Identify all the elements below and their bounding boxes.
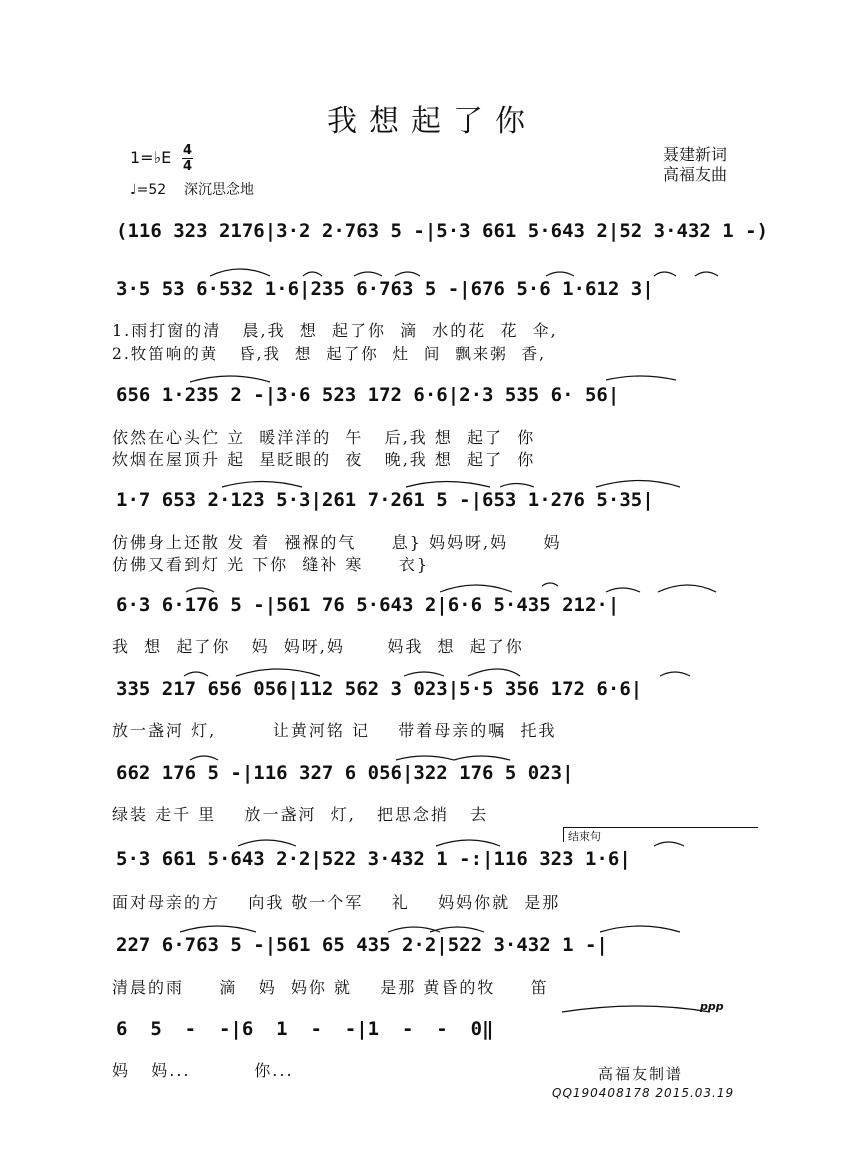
slur bbox=[546, 272, 574, 276]
slur bbox=[190, 376, 270, 382]
slur bbox=[190, 756, 218, 760]
slur bbox=[396, 756, 454, 760]
lyric-line: 炊烟在屋顶升 起 星眨眼的 夜 晚,我 想 起了 你 bbox=[112, 450, 536, 469]
slur bbox=[395, 272, 420, 276]
slur bbox=[542, 583, 558, 586]
slur bbox=[606, 588, 640, 592]
slur bbox=[210, 269, 270, 276]
slur bbox=[562, 1006, 710, 1012]
notation-row-6: 335 217 656 056|112 562 3 023|5·5 356 172 6·6| bbox=[116, 678, 643, 700]
notation-row-7: 662 176 5 -|116 327 6 056|322 176 5 023| bbox=[116, 762, 574, 784]
lyric-line: 我 想 起了你 妈 妈呀,妈 妈我 想 起了你 bbox=[112, 637, 524, 656]
time-signature-top: 4 bbox=[182, 143, 193, 158]
lyric-line: 清晨的雨 滴 妈 妈你 就 是那 黄昏的牧 笛 bbox=[112, 978, 549, 997]
slur bbox=[654, 842, 684, 846]
slur bbox=[236, 669, 320, 676]
slur bbox=[404, 672, 444, 676]
slur bbox=[406, 482, 490, 488]
slur bbox=[238, 840, 296, 846]
lyricist: 聂建新词 bbox=[663, 145, 728, 164]
slur bbox=[654, 272, 676, 276]
lyric-line: 2.牧笛响的黄 昏,我 想 起了你 灶 间 飘来粥 香, bbox=[112, 345, 547, 363]
notation-row-9: 227 6·763 5 -|561 65 435 2·2|522 3·432 1 -| bbox=[116, 934, 608, 956]
notation-row-1: (116 323 2176|3·2 2·763 5 -|5·3 661 5·643 2|52 3·432 1 -) bbox=[116, 220, 769, 242]
page-title: 我想起了你 bbox=[327, 104, 537, 139]
lyric-line: 仿佛身上还散 发 着 襁褓的气 息} 妈妈呀,妈 妈 bbox=[112, 533, 562, 552]
slur bbox=[500, 484, 534, 488]
lyric-line: 放一盏河 灯, 让黄河铭 记 带着母亲的嘱 托我 bbox=[112, 721, 557, 740]
arranger-credit: 高福友制谱 bbox=[598, 1065, 684, 1083]
notation-row-2: 3·5 53 6·532 1·6|235 6·763 5 -|676 5·6 1·612 3| bbox=[116, 278, 654, 300]
slur bbox=[184, 672, 208, 676]
lyric-line: 绿装 走千 里 放一盏河 灯, 把思念捎 去 bbox=[112, 805, 489, 824]
lyric-line: 妈 妈... 你... bbox=[112, 1061, 294, 1080]
slur bbox=[468, 669, 520, 676]
slur bbox=[596, 481, 680, 488]
slur bbox=[180, 926, 256, 932]
lyric-line: 仿佛又看到灯 光 下你 缝补 寒 衣} bbox=[112, 555, 430, 574]
lyric-line: 1.雨打窗的清 晨,我 想 起了你 滴 水的花 花 伞, bbox=[112, 321, 558, 340]
composer: 高福友曲 bbox=[663, 165, 728, 184]
slur bbox=[354, 272, 382, 276]
slur bbox=[660, 672, 690, 676]
lyric-line: 面对母亲的方 向我 敬一个军 礼 妈妈你就 是那 bbox=[112, 893, 561, 912]
notation-row-3: 656 1·235 2 -|3·6 523 172 6·6|2·3 535 6· 56| bbox=[116, 384, 620, 406]
expression-marking: 深沉思念地 bbox=[183, 182, 254, 198]
slur bbox=[436, 840, 500, 846]
slur bbox=[222, 482, 302, 488]
ending-label: 结束句 bbox=[568, 830, 601, 843]
lyric-line: 依然在心头伫 立 暖洋洋的 午 后,我 想 起了 你 bbox=[112, 428, 536, 447]
notation-row-10: 6 5 - -|6 1 - -|1 - - 0‖ bbox=[116, 1018, 494, 1040]
slur bbox=[303, 272, 322, 276]
notation-row-4: 1·7 653 2·123 5·3|261 7·261 5 -|653 1·276 5·35| bbox=[116, 489, 654, 511]
slur bbox=[186, 588, 214, 592]
slur bbox=[658, 585, 716, 592]
notation-row-8: 5·3 661 5·643 2·2|522 3·432 1 -:|116 323 1·6| bbox=[116, 848, 631, 870]
slur bbox=[600, 926, 680, 932]
dynamic-marking: ppp bbox=[700, 1000, 724, 1013]
slur bbox=[440, 585, 512, 592]
slur bbox=[606, 376, 676, 380]
tempo-value: ♩=52 bbox=[130, 182, 167, 198]
qq-date: QQ190408178 2015.03.19 bbox=[552, 1086, 735, 1100]
slur bbox=[454, 756, 510, 760]
time-signature-bottom: 4 bbox=[182, 159, 193, 174]
slur bbox=[695, 272, 718, 276]
notation-row-5: 6·3 6·176 5 -|561 76 5·643 2|6·6 5·435 212·| bbox=[116, 594, 620, 616]
key-signature: 1=♭E bbox=[130, 148, 172, 167]
